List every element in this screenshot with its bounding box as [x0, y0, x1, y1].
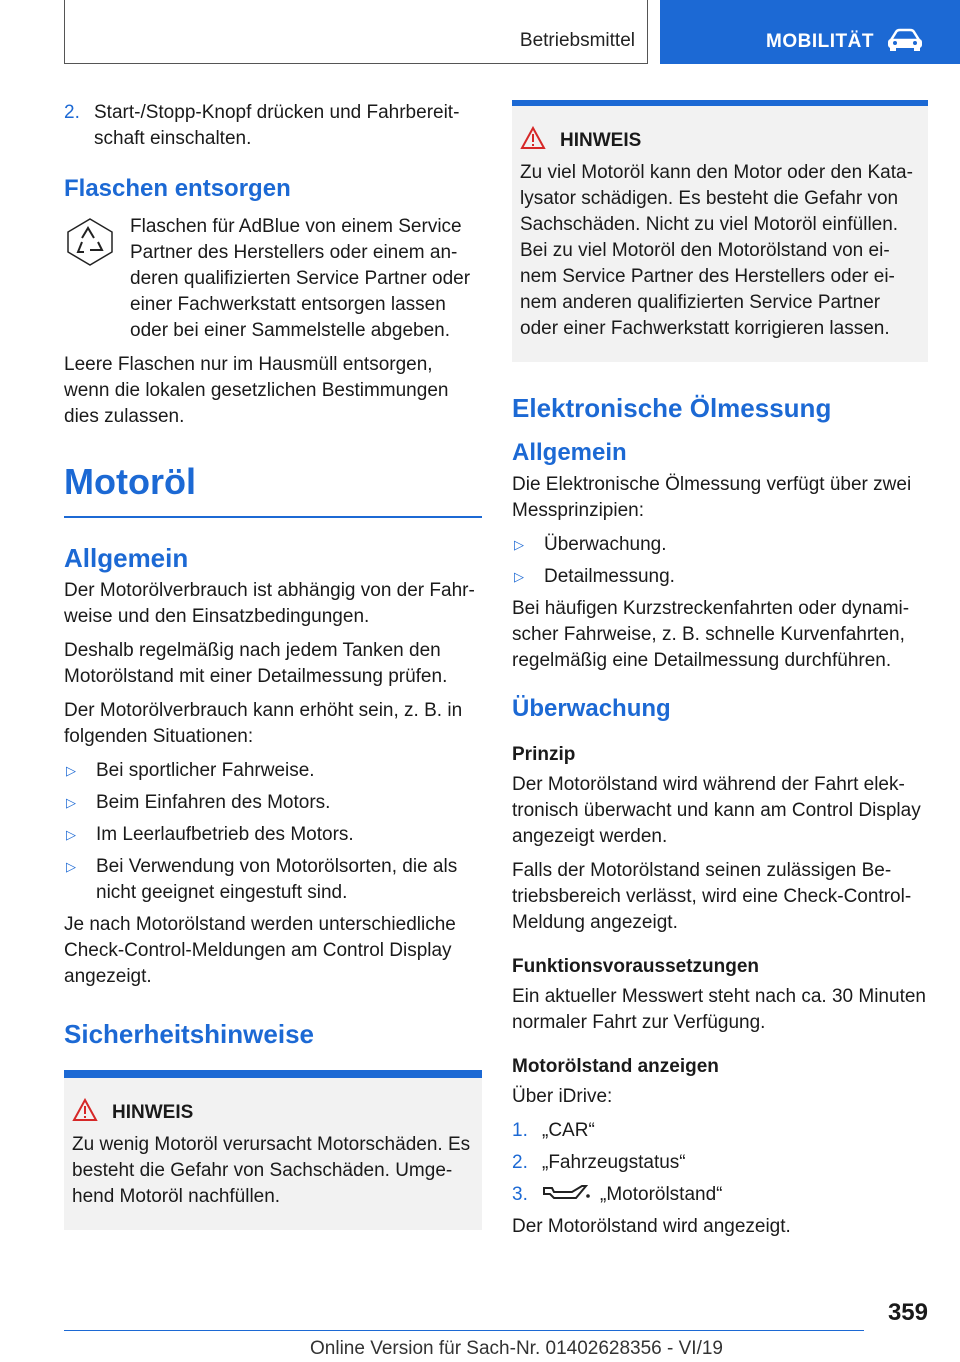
- step-text: „Motorölstand“: [600, 1184, 723, 1205]
- prinzip-paragraph-1: Der Motorölstand wird während der Fahrt elektronisch überwacht und kann am Control Display angezeigt werden.: [512, 774, 921, 847]
- step-number: 1.: [512, 1120, 528, 1141]
- prinzip-paragraph-2: Falls der Motorölstand seinen zulässigen Betriebsbereich verlässt, wird eine Check-Control-Meldung angezeigt.: [512, 860, 912, 933]
- allgemein-right-paragraph-2: Bei häufigen Kurzstreckenfahrten oder dynamischer Fahrweise, z. B. schnelle Kurvenfahrten, regelmäßig eine Detailmessung durchführen.: [512, 598, 910, 671]
- allgemein-paragraph-3: Der Motorölverbrauch kann erhöht sein, z. B. in folgenden Situationen:: [64, 700, 463, 747]
- allgemein-paragraph-4: Je nach Motorölstand werden unterschiedliche Check-Control-Meldungen am Control Display angezeigt.: [64, 914, 456, 987]
- bottles-paragraph-1: Flaschen für AdBlue von einem Service Partner des Herstellers oder einem anderen qualifizierten Service Partner oder einer Fachwerkstatt entsorgen lassen oder bei einer Sammelstelle abgeben.: [130, 216, 471, 341]
- step-text: Start-/Stopp-Knopf drücken und Fahrbereitschaft einschalten.: [94, 102, 460, 149]
- recycle-icon: [64, 214, 130, 276]
- triangle-bullet-icon: ▷: [66, 859, 76, 874]
- anzeigen-paragraph-2: Der Motorölstand wird angezeigt.: [512, 1216, 791, 1237]
- list-item-text: Im Leerlaufbetrieb des Motors.: [96, 824, 354, 845]
- notice-box: [512, 100, 928, 362]
- allgemein-paragraph-2: Deshalb regelmäßig nach jedem Tanken den Motorölstand mit einer Detailmessung prüfen.: [64, 640, 448, 687]
- step-number: 2.: [512, 1152, 528, 1173]
- list-item-text: Bei Verwendung von Motorölsorten, die als nicht geeignet eingestuft sind.: [96, 856, 458, 903]
- heading-allgemein: Allgemein: [64, 543, 189, 573]
- header-section-title: Betriebsmittel: [519, 30, 635, 51]
- left-column: [64, 100, 482, 1230]
- recycle-block: [64, 214, 482, 352]
- page-number: 359: [887, 1299, 928, 1326]
- header-section-box: [64, 0, 648, 64]
- step-text: „CAR“: [542, 1120, 595, 1141]
- triangle-bullet-icon: ▷: [66, 827, 76, 842]
- heading-safety: Sicherheitshinweise: [64, 1018, 482, 1078]
- anzeigen-paragraph-1: Über iDrive:: [512, 1086, 613, 1107]
- step-item: [512, 1150, 928, 1176]
- list-item: [512, 532, 928, 558]
- footer-divider: [64, 1330, 864, 1331]
- warning-icon: [72, 1098, 98, 1122]
- triangle-bullet-icon: ▷: [514, 569, 524, 584]
- right-column: [512, 100, 928, 1248]
- heading-ueberwachung: Überwachung: [512, 695, 671, 722]
- heading-bottles: Flaschen entsorgen: [64, 175, 291, 202]
- triangle-bullet-icon: ▷: [66, 763, 76, 778]
- heading-elektronisch: Elektronische Ölmessung: [512, 393, 832, 423]
- list-item-text: Beim Einfahren des Motors.: [96, 792, 331, 813]
- heading-motoroel: Motoröl: [64, 460, 482, 518]
- notice-title: [112, 1100, 474, 1126]
- step-text: „Fahrzeugstatus“: [542, 1152, 686, 1173]
- notice-title: [560, 128, 920, 154]
- heading-anzeigen: Motorölstand anzeigen: [512, 1056, 719, 1077]
- list-item-text: Detailmessung.: [544, 566, 675, 587]
- notice-box: [64, 1078, 482, 1230]
- header-chapter-title: MOBILITÄT: [766, 31, 874, 52]
- step-number: 2.: [64, 102, 80, 123]
- allgemein-right-paragraph-1: Die Elektronische Ölmessung verfügt über zwei Messprinzipien:: [512, 474, 912, 521]
- triangle-bullet-icon: ▷: [66, 795, 76, 810]
- list-item-text: Bei sportlicher Fahrweise.: [96, 760, 315, 781]
- list-item: [512, 564, 928, 590]
- list-item: [64, 790, 482, 816]
- bottles-paragraph-2: Leere Flaschen nur im Hausmüll entsorgen, wenn die lokalen gesetzlichen Bestimmungen dies zulassen.: [64, 354, 449, 427]
- header-chapter-tab: [660, 0, 960, 64]
- list-item-text: Überwachung.: [544, 534, 667, 555]
- warning-icon: [520, 126, 546, 150]
- step-number: 3.: [512, 1184, 528, 1205]
- heading-allgemein-right: Allgemein: [512, 439, 627, 466]
- step-item: [512, 1118, 928, 1144]
- heading-prinzip: Prinzip: [512, 744, 576, 765]
- step-item: [64, 100, 482, 152]
- funktion-paragraph-1: Ein aktueller Messwert steht nach ca. 30 Minuten normaler Fahrt zur Verfügung.: [512, 986, 926, 1033]
- footer-online-text: Online Version für Sach-Nr. 01402628356 - VI/19: [310, 1338, 723, 1359]
- triangle-bullet-icon: ▷: [514, 537, 524, 552]
- list-item: [64, 822, 482, 848]
- car-icon: [886, 28, 924, 52]
- list-item: [64, 758, 482, 784]
- list-item: [64, 854, 482, 906]
- notice-title-text: HINWEIS: [112, 1102, 194, 1123]
- notice-text: Zu viel Motoröl kann den Motor oder den Katalysator schädigen. Es besteht die Gefahr von Sachschäden. Nicht zu viel Motoröl einfüllen. Bei zu viel Motoröl den Motorölstand von einem Service Partner des Herstellers oder einem anderen qualifizierten Service Partner oder einer Fachwerkstatt korrigieren lassen.: [520, 162, 913, 339]
- notice-title-text: HINWEIS: [560, 130, 642, 151]
- notice-text: Zu wenig Motoröl verursacht Motorschäden. Es besteht die Gefahr von Sachschäden. Umgehend Motoröl nachfüllen.: [72, 1134, 471, 1207]
- heading-funktion: Funktionsvoraussetzungen: [512, 956, 760, 977]
- oil-can-icon: [542, 1182, 590, 1204]
- step-item: [512, 1182, 928, 1208]
- allgemein-paragraph-1: Der Motorölverbrauch ist abhängig von der Fahrweise und den Einsatzbedingungen.: [64, 580, 475, 627]
